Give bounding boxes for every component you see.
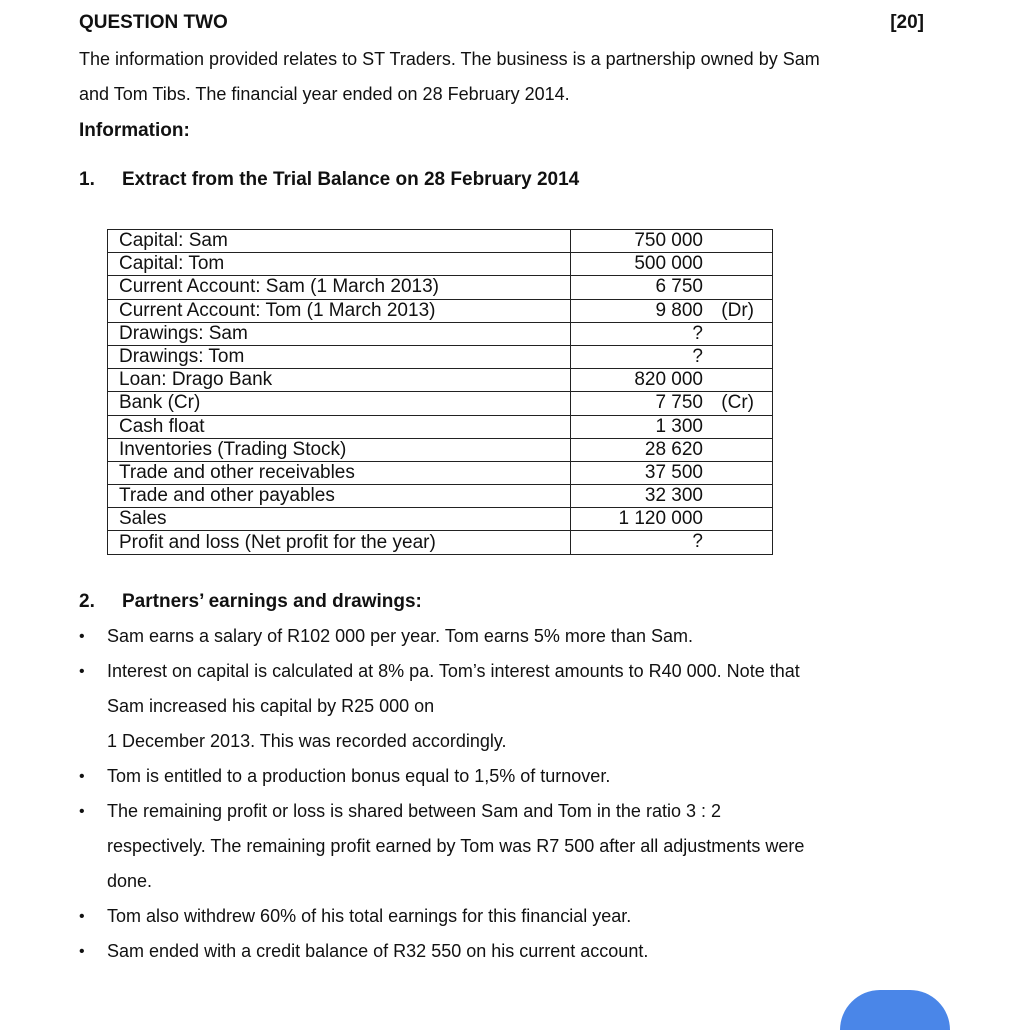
intro-paragraph	[79, 42, 939, 112]
trial-balance-row	[108, 276, 773, 299]
amount-value: 1 300	[655, 415, 703, 437]
trial-balance-row	[108, 531, 773, 554]
amount-value: 500 000	[634, 253, 703, 275]
amount-value: ?	[692, 531, 703, 553]
amount-value: 28 620	[644, 438, 703, 460]
question-title: QUESTION TWO	[79, 12, 228, 33]
bullet-text: respectively. The remaining profit earned by Tom was R7 500 after all adjustments were	[107, 836, 805, 856]
section-2-heading	[79, 591, 422, 613]
intro-line-1: The information provided relates to ST Traders. The business is a partnership owned by Sam	[79, 49, 820, 69]
bullet-item-salary	[79, 619, 919, 654]
bullet-text: Sam increased his capital by R25 000 on	[107, 696, 435, 716]
trial-balance-row	[108, 392, 773, 415]
information-label: Information:	[79, 120, 190, 141]
trial-balance-row	[108, 438, 773, 461]
bullet-item-profit-share	[79, 794, 919, 899]
trial-balance-table	[107, 229, 773, 555]
question-marks: [20]	[890, 12, 924, 33]
trial-balance-row	[108, 369, 773, 392]
amount-cell	[571, 345, 773, 368]
amount-cell	[571, 438, 773, 461]
amount-cell	[571, 508, 773, 531]
amount-cell	[571, 392, 773, 415]
account-name-cell: Trade and other receivables	[108, 461, 571, 484]
bullet-text: done.	[107, 871, 153, 891]
account-name-cell: Current Account: Tom (1 March 2013)	[108, 299, 571, 322]
amount-value: 9 800	[655, 299, 703, 321]
amount-value: ?	[692, 322, 703, 344]
amount-value: 37 500	[644, 461, 703, 483]
bullet-item-interest	[79, 654, 919, 759]
amount-cell	[571, 369, 773, 392]
amount-cell	[571, 531, 773, 554]
bullet-text: • Sam ended with a credit balance of R32 550 on his current account.	[107, 941, 649, 961]
intro-line-2: and Tom Tibs. The financial year ended on 28 February 2014.	[79, 84, 570, 104]
account-name-cell: Inventories (Trading Stock)	[108, 438, 571, 461]
account-name-cell: Drawings: Sam	[108, 322, 571, 345]
bullet-item-current-account	[79, 934, 919, 969]
bullet-text: • Tom is entitled to a production bonus equal to 1,5% of turnover.	[107, 766, 611, 786]
amount-cell	[571, 230, 773, 253]
account-name-cell: Current Account: Sam (1 March 2013)	[108, 276, 571, 299]
section-2-title: Partners’ earnings and drawings:	[122, 591, 422, 612]
amount-value: 1 120 000	[618, 508, 703, 530]
trial-balance-row	[108, 461, 773, 484]
trial-balance-row	[108, 508, 773, 531]
trial-balance-row	[108, 345, 773, 368]
section-1-number: 1.	[79, 169, 95, 190]
amount-value: 6 750	[655, 276, 703, 298]
trial-balance-row	[108, 415, 773, 438]
amount-value: 820 000	[634, 369, 703, 391]
amount-value: 32 300	[644, 485, 703, 507]
bullet-text: • Sam earns a salary of R102 000 per year. Tom earns 5% more than Sam.	[107, 626, 693, 646]
amount-cell	[571, 299, 773, 322]
amount-cell	[571, 322, 773, 345]
bullet-item-drawings	[79, 899, 919, 934]
amount-cell	[571, 415, 773, 438]
account-name-cell: Capital: Tom	[108, 253, 571, 276]
trial-balance-row	[108, 299, 773, 322]
bullet-text: 1 December 2013. This was recorded accordingly.	[107, 731, 507, 751]
account-name-cell: Profit and loss (Net profit for the year)	[108, 531, 571, 554]
account-name-cell: Sales	[108, 508, 571, 531]
floating-action-button-edge[interactable]	[840, 990, 950, 1030]
balance-type-note: (Cr)	[721, 392, 754, 414]
bullet-item-bonus	[79, 759, 919, 794]
bullet-text: • Tom also withdrew 60% of his total earnings for this financial year.	[107, 906, 632, 926]
amount-cell	[571, 253, 773, 276]
bullet-text: • Interest on capital is calculated at 8% pa. Tom’s interest amounts to R40 000. Note that	[107, 661, 800, 681]
earnings-bullet-list	[79, 619, 919, 969]
amount-value: 7 750	[655, 392, 703, 414]
balance-type-note: (Dr)	[721, 299, 754, 321]
trial-balance-row	[108, 230, 773, 253]
section-1-title: Extract from the Trial Balance on 28 February 2014	[122, 169, 580, 190]
trial-balance-row	[108, 322, 773, 345]
account-name-cell: Capital: Sam	[108, 230, 571, 253]
trial-balance-row	[108, 253, 773, 276]
bullet-text: • The remaining profit or loss is shared between Sam and Tom in the ratio 3 : 2	[107, 801, 721, 821]
amount-cell	[571, 276, 773, 299]
amount-value: ?	[692, 345, 703, 367]
trial-balance-row	[108, 485, 773, 508]
amount-value: 750 000	[634, 230, 703, 251]
amount-cell	[571, 485, 773, 508]
account-name-cell: Drawings: Tom	[108, 345, 571, 368]
section-2-number: 2.	[79, 591, 95, 612]
section-1-heading	[79, 169, 579, 191]
account-name-cell: Loan: Drago Bank	[108, 369, 571, 392]
account-name-cell: Bank (Cr)	[108, 392, 571, 415]
amount-cell	[571, 461, 773, 484]
account-name-cell: Trade and other payables	[108, 485, 571, 508]
account-name-cell: Cash float	[108, 415, 571, 438]
